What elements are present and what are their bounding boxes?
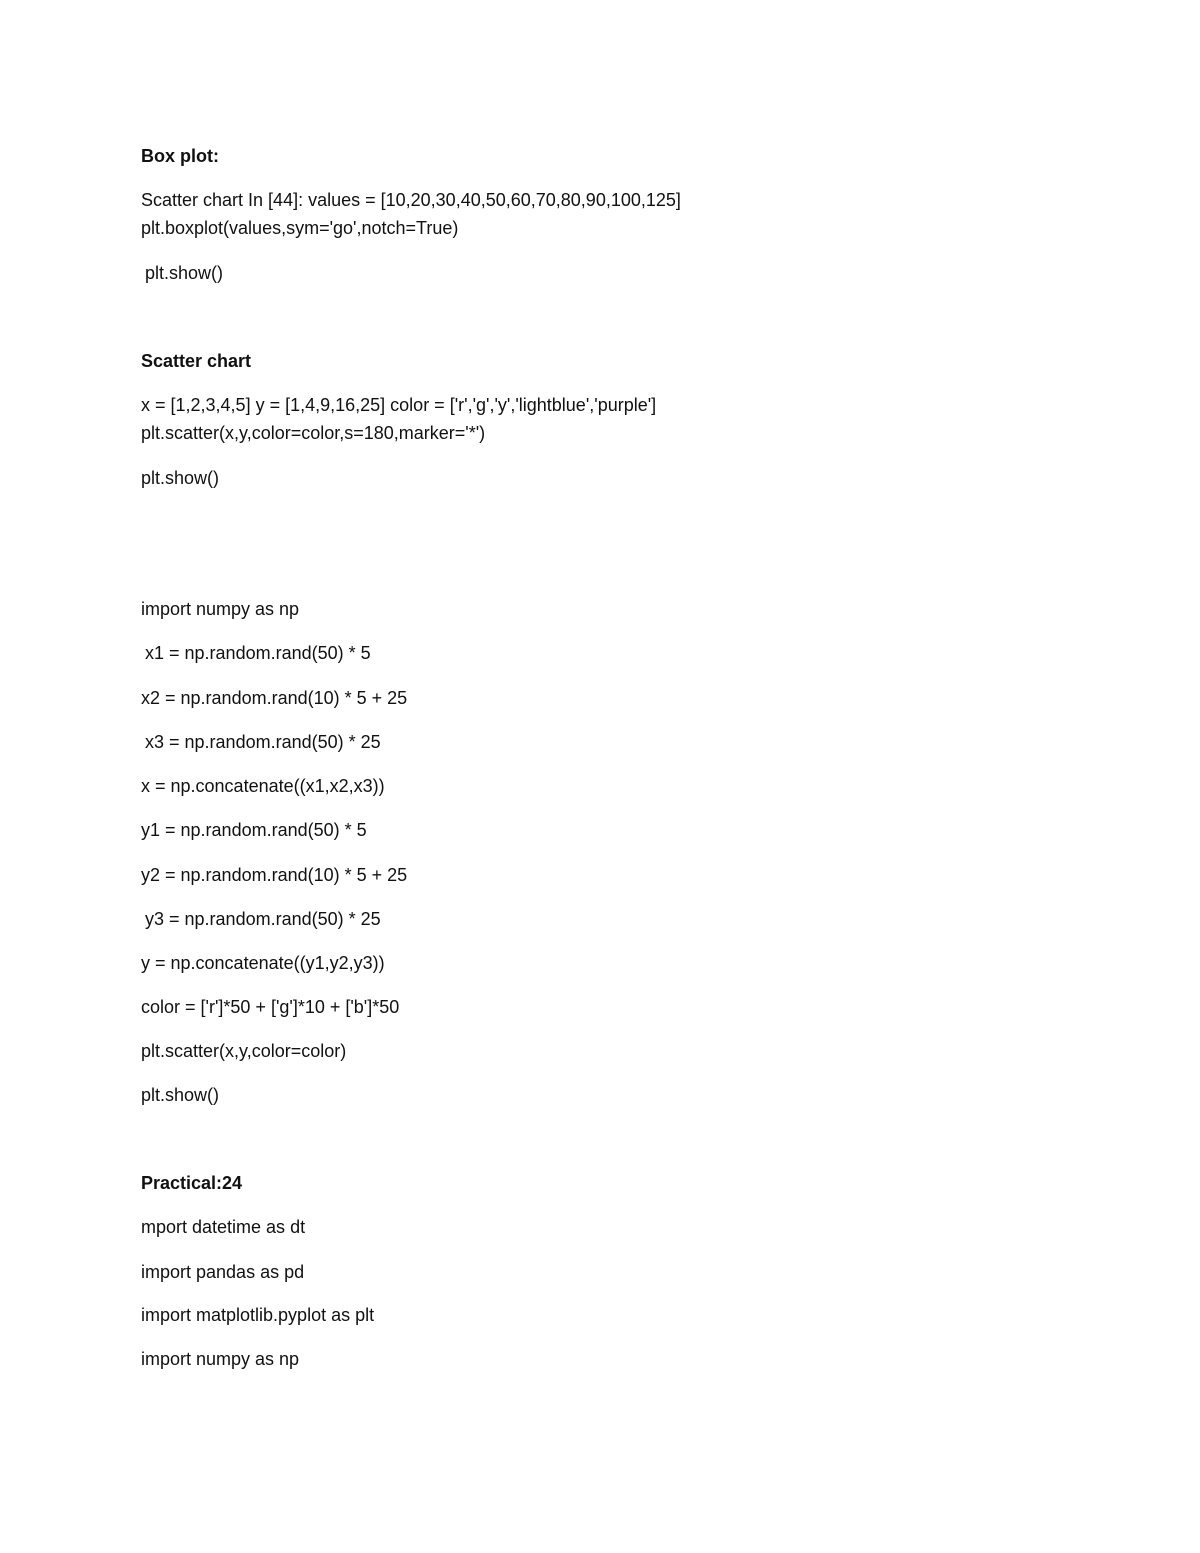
- numpy-line: y3 = np.random.rand(50) * 25: [145, 909, 381, 929]
- numpy-line: y2 = np.random.rand(10) * 5 + 25: [141, 865, 408, 885]
- numpy-line: x = np.concatenate((x1,x2,x3)): [141, 776, 385, 796]
- numpy-line: plt.show(): [141, 1085, 220, 1105]
- scatter-heading: Scatter chart: [141, 351, 252, 371]
- numpy-line: y = np.concatenate((y1,y2,y3)): [141, 953, 385, 973]
- numpy-line: x2 = np.random.rand(10) * 5 + 25: [141, 688, 408, 708]
- practical-line: mport datetime as dt: [141, 1217, 306, 1237]
- numpy-line: x1 = np.random.rand(50) * 5: [145, 643, 371, 663]
- numpy-line: import numpy as np: [141, 599, 300, 619]
- scatter-line-call: plt.scatter(x,y,color=color,s=180,marker='*'): [141, 423, 486, 443]
- numpy-line: y1 = np.random.rand(50) * 5: [141, 820, 367, 840]
- scatter-line-show: plt.show(): [141, 468, 220, 488]
- numpy-line: color = ['r']*50 + ['g']*10 + ['b']*50: [141, 997, 400, 1017]
- practical-line: import numpy as np: [141, 1349, 300, 1369]
- boxplot-heading: Box plot:: [141, 146, 219, 166]
- practical-line: import pandas as pd: [141, 1262, 305, 1282]
- boxplot-line-values: Scatter chart In [44]: values = [10,20,30,40,50,60,70,80,90,100,125]: [141, 190, 681, 210]
- practical-line: import matplotlib.pyplot as plt: [141, 1305, 375, 1325]
- boxplot-line-call: plt.boxplot(values,sym='go',notch=True): [141, 218, 459, 238]
- practical-heading: Practical:24: [141, 1173, 243, 1193]
- scatter-line-data: x = [1,2,3,4,5] y = [1,4,9,16,25] color = ['r','g','y','lightblue','purple']: [141, 395, 657, 415]
- numpy-line: x3 = np.random.rand(50) * 25: [145, 732, 381, 752]
- boxplot-line-show: plt.show(): [145, 263, 224, 283]
- numpy-line: plt.scatter(x,y,color=color): [141, 1041, 347, 1061]
